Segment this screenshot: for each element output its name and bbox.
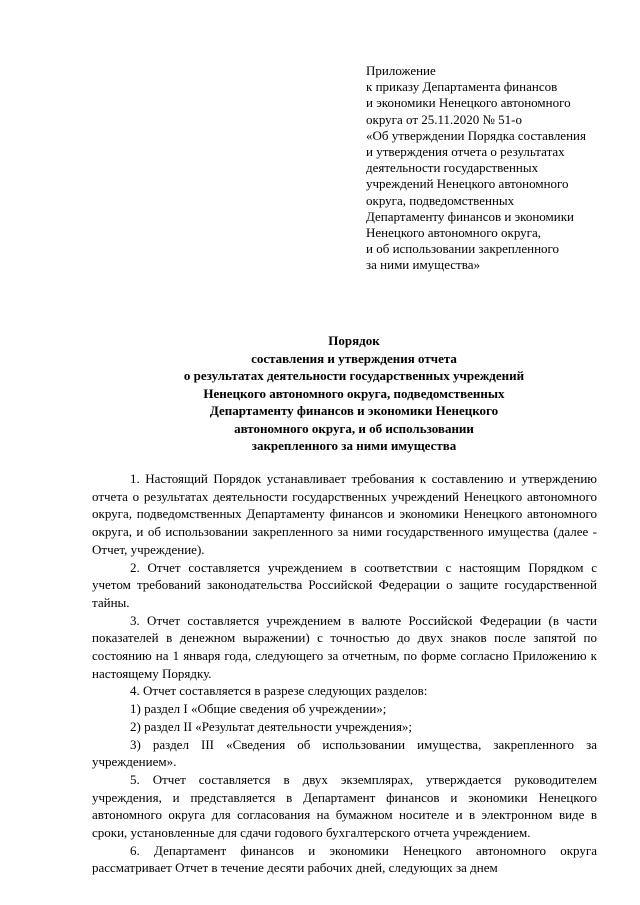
paragraph-2: 2. Отчет составляется учреждением в соответствии с настоящим Порядком с учетом требований законодательства Российской Федерации о защите государственной тайны. (92, 559, 597, 610)
list-item-section-2: 2) раздел II «Результат деятельности учреждения»; (130, 718, 413, 734)
title-line: составления и утверждения отчета (251, 350, 457, 366)
appendix-line: Приложение (366, 63, 436, 78)
appendix-line: Департаменту финансов и экономики (366, 208, 575, 224)
appendix-line: и об использовании закрепленного (366, 241, 560, 257)
paragraph-5: 5. Отчет составляется в двух экземплярах, утверждается руководителем учреждения, и представляется в Департамент финансов и экономики Ненецкого автономного округа для согласования на бумажном носителе и в электронном виде в сроки, установленные для сдачи годового бухгалтерского отчета учреждением. (92, 771, 597, 841)
title-line: Порядок (328, 333, 380, 348)
document-title (80, 332, 628, 455)
title-line: о результатах деятельности государственных учреждений (183, 368, 525, 383)
appendix-line: «Об утверждении Порядка составления (366, 127, 586, 143)
title-line: Ненецкого автономного округа, подведомственных (203, 385, 505, 401)
appendix-line: и экономики Ненецкого автономного (366, 95, 571, 111)
list-item-section-1: 1) раздел I «Общие сведения об учреждении»; (130, 701, 387, 717)
appendix-block (366, 63, 628, 274)
appendix-line: округа от 25.11.2020 № 51-о (366, 111, 523, 127)
appendix-line: за ними имущества» (366, 257, 480, 273)
appendix-line: к приказу Департамента финансов (366, 79, 558, 95)
paragraph-3: 3. Отчет составляется учреждением в валюте Российской Федерации (в части показателей в денежном выражении) с точностью до двух знаков после запятой по состоянию на 1 января года, следующего за отчетным, по форме согласно Приложению к настоящему Порядку. (92, 612, 597, 681)
appendix-line: деятельности государственных (366, 160, 539, 176)
appendix-line: округа, подведомственных (366, 192, 515, 208)
title-line: автономного округа, и об использовании (234, 420, 474, 436)
appendix-line: и утверждения отчета о результатах (366, 144, 565, 160)
appendix-line: учреждений Ненецкого автономного (366, 176, 569, 192)
appendix-line: Ненецкого автономного округа, (366, 225, 541, 241)
paragraph-1: 1. Настоящий Порядок устанавливает требования к составлению и утверждению отчета о результатах деятельности государственных учреждений Ненецкого автономного округа, подведомственных Департаменту финансов и экономики Ненецкого автономного округа, и об использовании закрепленного за ними государственного имущества (далее - Отчет, учреждение). (92, 471, 597, 557)
title-line: Департаменту финансов и экономики Ненецкого (209, 403, 499, 418)
title-line: закрепленного за ними имущества (251, 438, 457, 453)
list-item-section-3: 3) раздел III «Сведения об использовании имущества, закрепленного за учреждением». (92, 736, 597, 770)
document-body (92, 470, 597, 877)
paragraph-6: 6. Департамент финансов и экономики Ненецкого автономного округа рассматривает Отчет в течение десяти рабочих дней, следующих за днем (92, 842, 597, 876)
paragraph-4: 4. Отчет составляется в разрезе следующих разделов: (130, 683, 428, 699)
